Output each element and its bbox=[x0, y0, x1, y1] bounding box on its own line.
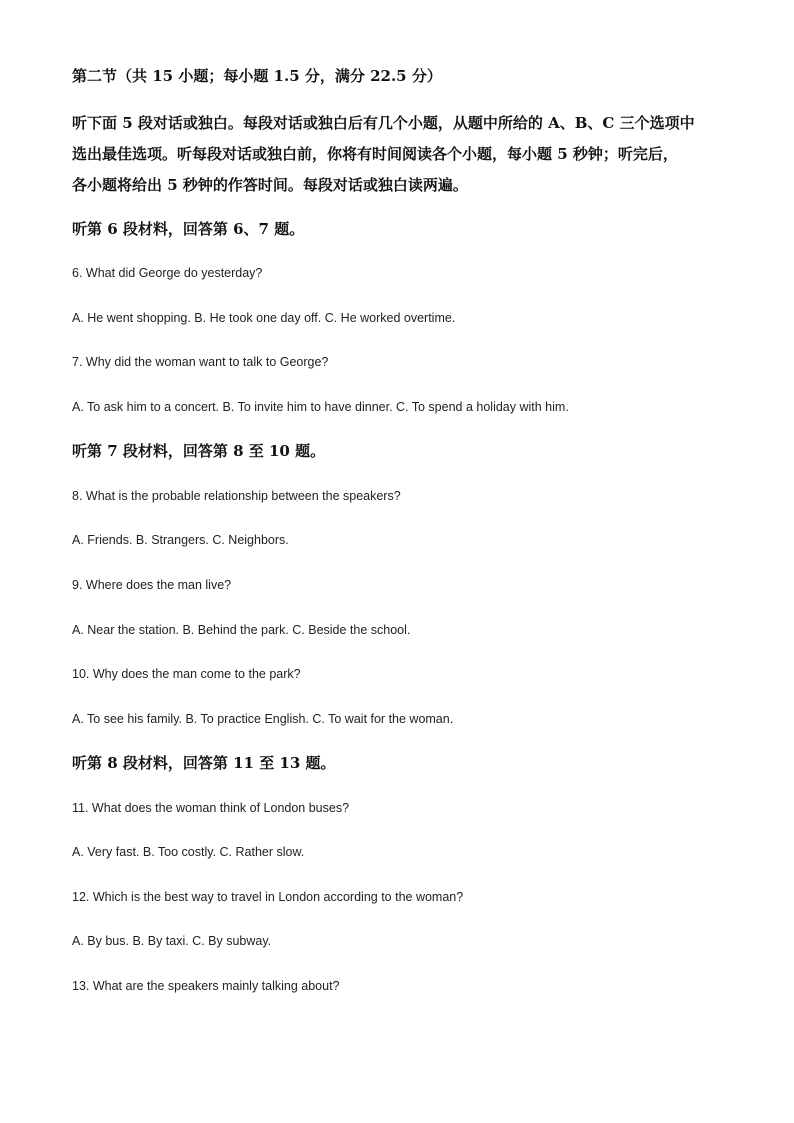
question-options: A. Friends. B. Strangers. C. Neighbors. bbox=[72, 533, 289, 547]
question-options: A. By bus. B. By taxi. C. By subway. bbox=[72, 934, 272, 948]
question-stem: 12. Which is the best way to travel in London according to the woman? bbox=[72, 890, 464, 904]
question-stem: 7. Why did the woman want to talk to George? bbox=[72, 355, 329, 369]
question-stem: 8. What is the probable relationship between the speakers? bbox=[72, 489, 401, 503]
question-options: A. To see his family. B. To practice English. C. To wait for the woman. bbox=[72, 712, 454, 726]
question-options: A. Very fast. B. Too costly. C. Rather slow. bbox=[72, 845, 305, 859]
question-options: A. Near the station. B. Behind the park. C. Beside the school. bbox=[72, 623, 411, 637]
instruction-line-1: 听下面 5 段对话或独白。每段对话或独白后有几个小题，从题中所给的 A、B、C 三个选项中 bbox=[72, 114, 695, 132]
question-options: A. He went shopping. B. He took one day off. C. He worked overtime. bbox=[72, 311, 456, 325]
section-title: 第二节（共 15 小题；每小题 1.5 分，满分 22.5 分） bbox=[72, 67, 442, 85]
question-stem: 13. What are the speakers mainly talking about? bbox=[72, 979, 340, 993]
question-stem: 9. Where does the man live? bbox=[72, 578, 232, 592]
group-heading: 听第 7 段材料，回答第 8 至 10 题。 bbox=[72, 442, 326, 460]
instruction-line-2: 选出最佳选项。听每段对话或独白前，你将有时间阅读各个小题，每小题 5 秒钟；听完后， bbox=[72, 145, 678, 163]
question-stem: 6. What did George do yesterday? bbox=[72, 266, 263, 280]
group-heading: 听第 8 段材料，回答第 11 至 13 题。 bbox=[72, 754, 336, 772]
group-heading: 听第 6 段材料，回答第 6、7 题。 bbox=[72, 220, 305, 238]
question-stem: 11. What does the woman think of London buses? bbox=[72, 801, 350, 815]
question-options: A. To ask him to a concert. B. To invite him to have dinner. C. To spend a holiday with him. bbox=[72, 400, 569, 414]
instruction-line-3: 各小题将给出 5 秒钟的作答时间。每段对话或独白读两遍。 bbox=[72, 176, 468, 194]
question-stem: 10. Why does the man come to the park? bbox=[72, 667, 301, 681]
